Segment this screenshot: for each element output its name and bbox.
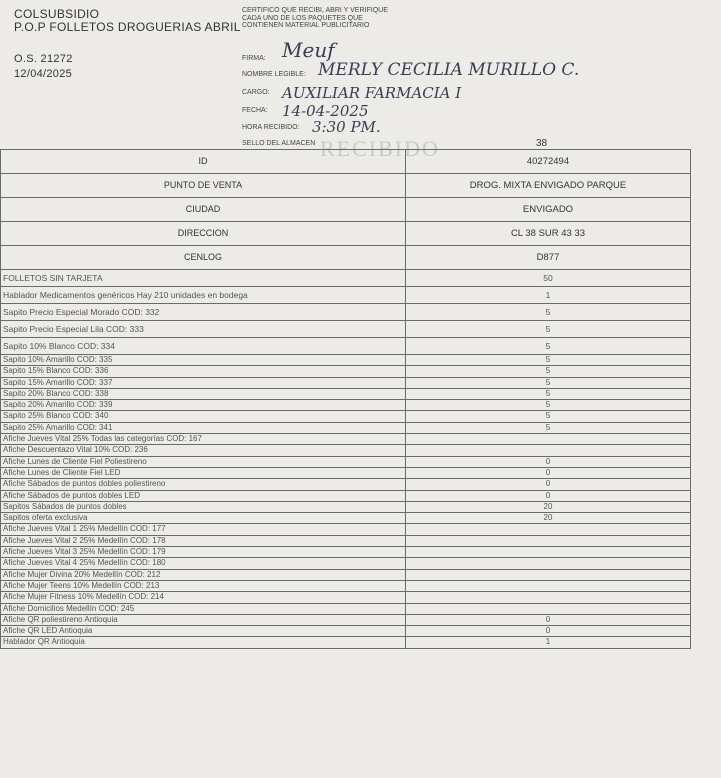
date-label: FECHA: [242,107,268,114]
row-value [406,434,691,445]
pop-title: P.O.P FOLLETOS DROGUERIAS ABRIL [14,20,241,34]
table-row [1,479,691,490]
table-row [1,321,691,338]
row-label: Sapito 10% Amarillo COD: 335 [1,355,406,366]
date-handwritten: 14-04-2025 [282,102,369,120]
row-value [406,445,691,456]
table-row [1,524,691,535]
table-row [1,467,691,478]
row-value: 1 [406,287,691,304]
signature-label: FIRMA: [242,55,266,62]
row-label: Sapito 25% Blanco COD: 340 [1,411,406,422]
row-value: 0 [406,490,691,501]
row-value [406,558,691,569]
certificate-text: CERTIFICO QUE RECIBI, ABRI Y VERIFIQUE CADA UNO DE LOS PAQUETES QUE CONTIENEN MATERIAL PUBLICITARIO [242,7,388,29]
row-value [406,547,691,558]
row-value: 5 [406,366,691,377]
row-label: Afiche Domicilios Medellín COD: 245 [1,603,406,614]
row-value: 5 [406,321,691,338]
row-label: Afiche Sábados de puntos dobles LED [1,490,406,501]
row-value: 5 [406,422,691,433]
table-row [1,558,691,569]
row-value [406,580,691,591]
received-stamp: RECIBIDO [320,136,440,161]
table-row [1,603,691,614]
table-row [1,592,691,603]
row-value: 1 [406,637,691,648]
table-row [1,614,691,625]
role-label: CARGO: [242,89,270,96]
table-row [1,400,691,411]
row-value: 0 [406,614,691,625]
table-row [1,580,691,591]
row-label: Sapito Precio Especial Morado COD: 332 [1,304,406,321]
row-label: Afiche QR LED Antioquia [1,626,406,637]
row-label: Sapito 15% Amarillo COD: 337 [1,377,406,388]
time-label: HORA RECIBIDO: [242,124,300,131]
row-label: Afiche Jueves Vital 25% Todas las categorías COD: 167 [1,434,406,445]
store-seal-label: SELLO DEL ALMACEN [242,140,316,147]
row-label: Afiche Jueves Vital 3 25% Medellín COD: 179 [1,547,406,558]
row-label: Afiche Jueves Vital 2 25% Medellín COD: 178 [1,535,406,546]
row-label: PUNTO DE VENTA [1,174,406,198]
row-label: DIRECCION [1,222,406,246]
table-row [1,150,691,174]
row-value [406,569,691,580]
row-value: 5 [406,355,691,366]
row-label: Afiche Lunes de Cliente Fiel LED [1,467,406,478]
table-row [1,445,691,456]
order-date: 12/04/2025 [14,68,73,80]
row-label: Sapito 20% Blanco COD: 338 [1,388,406,399]
table-row [1,422,691,433]
row-label: Hablador QR Antioquia [1,637,406,648]
row-value: 20 [406,513,691,524]
table-row [1,513,691,524]
row-value: 0 [406,626,691,637]
row-label: Sapitos Sábados de puntos dobles [1,501,406,512]
signature-handwritten: Meuf [282,38,335,62]
row-label: Afiche Lunes de Cliente Fiel Poliestireno [1,456,406,467]
row-label: Afiche Descuentazo Vital 10% COD: 236 [1,445,406,456]
table-row [1,626,691,637]
row-label: Afiche Jueves Vital 4 25% Medellín COD: 180 [1,558,406,569]
row-value: 5 [406,377,691,388]
table-row [1,270,691,287]
table-row [1,174,691,198]
row-value [406,603,691,614]
row-label: Afiche Mujer Divina 20% Medellín COD: 212 [1,569,406,580]
row-label: Sapito 25% Amarillo COD: 341 [1,422,406,433]
role-handwritten: AUXILIAR FARMACIA I [282,84,462,102]
row-value: 0 [406,479,691,490]
row-value: 20 [406,501,691,512]
table-row [1,637,691,648]
table-row [1,411,691,422]
row-value: 40272494 [406,150,691,174]
row-value [406,535,691,546]
row-label: Sapito 15% Blanco COD: 336 [1,366,406,377]
row-label: Afiche Mujer Teens 10% Medellín COD: 213 [1,580,406,591]
row-value: 5 [406,400,691,411]
row-label: Afiche Jueves Vital 1 25% Medellín COD: 177 [1,524,406,535]
row-label: Sapitos oferta exclusiva [1,513,406,524]
row-value: DROG. MIXTA ENVIGADO PARQUE [406,174,691,198]
table-row [1,490,691,501]
row-label: Afiche QR poliestireno Antioquia [1,614,406,625]
table-row [1,388,691,399]
table-row [1,547,691,558]
name-handwritten: MERLY CECILIA MURILLO C. [318,60,580,80]
table-row [1,222,691,246]
row-label: CIUDAD [1,198,406,222]
row-label: Sapito 10% Blanco COD: 334 [1,338,406,355]
table-row [1,377,691,388]
row-value: 5 [406,411,691,422]
row-label: CENLOG [1,246,406,270]
table-row [1,287,691,304]
table-row [1,304,691,321]
row-value: D877 [406,246,691,270]
table-row [1,535,691,546]
row-value: ENVIGADO [406,198,691,222]
time-handwritten: 3:30 PM. [312,118,381,136]
row-value: 5 [406,304,691,321]
row-value: 0 [406,456,691,467]
table-row [1,355,691,366]
table-row [1,569,691,580]
row-value: 0 [406,467,691,478]
row-label: Hablador Medicamentos genéricos Hay 210 unidades en bodega [1,287,406,304]
table-row [1,246,691,270]
row-value: CL 38 SUR 43 33 [406,222,691,246]
box-number: 38 [536,138,548,149]
materials-table [0,149,691,649]
row-label: Sapito 20% Amarillo COD: 339 [1,400,406,411]
row-value [406,592,691,603]
row-value: 5 [406,388,691,399]
table-row [1,456,691,467]
table-row [1,501,691,512]
row-value: 5 [406,338,691,355]
row-label: FOLLETOS SIN TARJETA [1,270,406,287]
row-label: Afiche Mujer Fitness 10% Medellín COD: 214 [1,592,406,603]
row-label: ID [1,150,406,174]
row-label: Sapito Precio Especial Lila COD: 333 [1,321,406,338]
table-row [1,434,691,445]
order-number: O.S. 21272 [14,53,73,65]
company-name: COLSUBSIDIO [14,7,100,21]
table-row [1,338,691,355]
name-label: NOMBRE LEGIBLE: [242,71,306,78]
table-row [1,198,691,222]
table-row [1,366,691,377]
row-value: 50 [406,270,691,287]
row-value [406,524,691,535]
row-label: Afiche Sábados de puntos dobles poliestireno [1,479,406,490]
